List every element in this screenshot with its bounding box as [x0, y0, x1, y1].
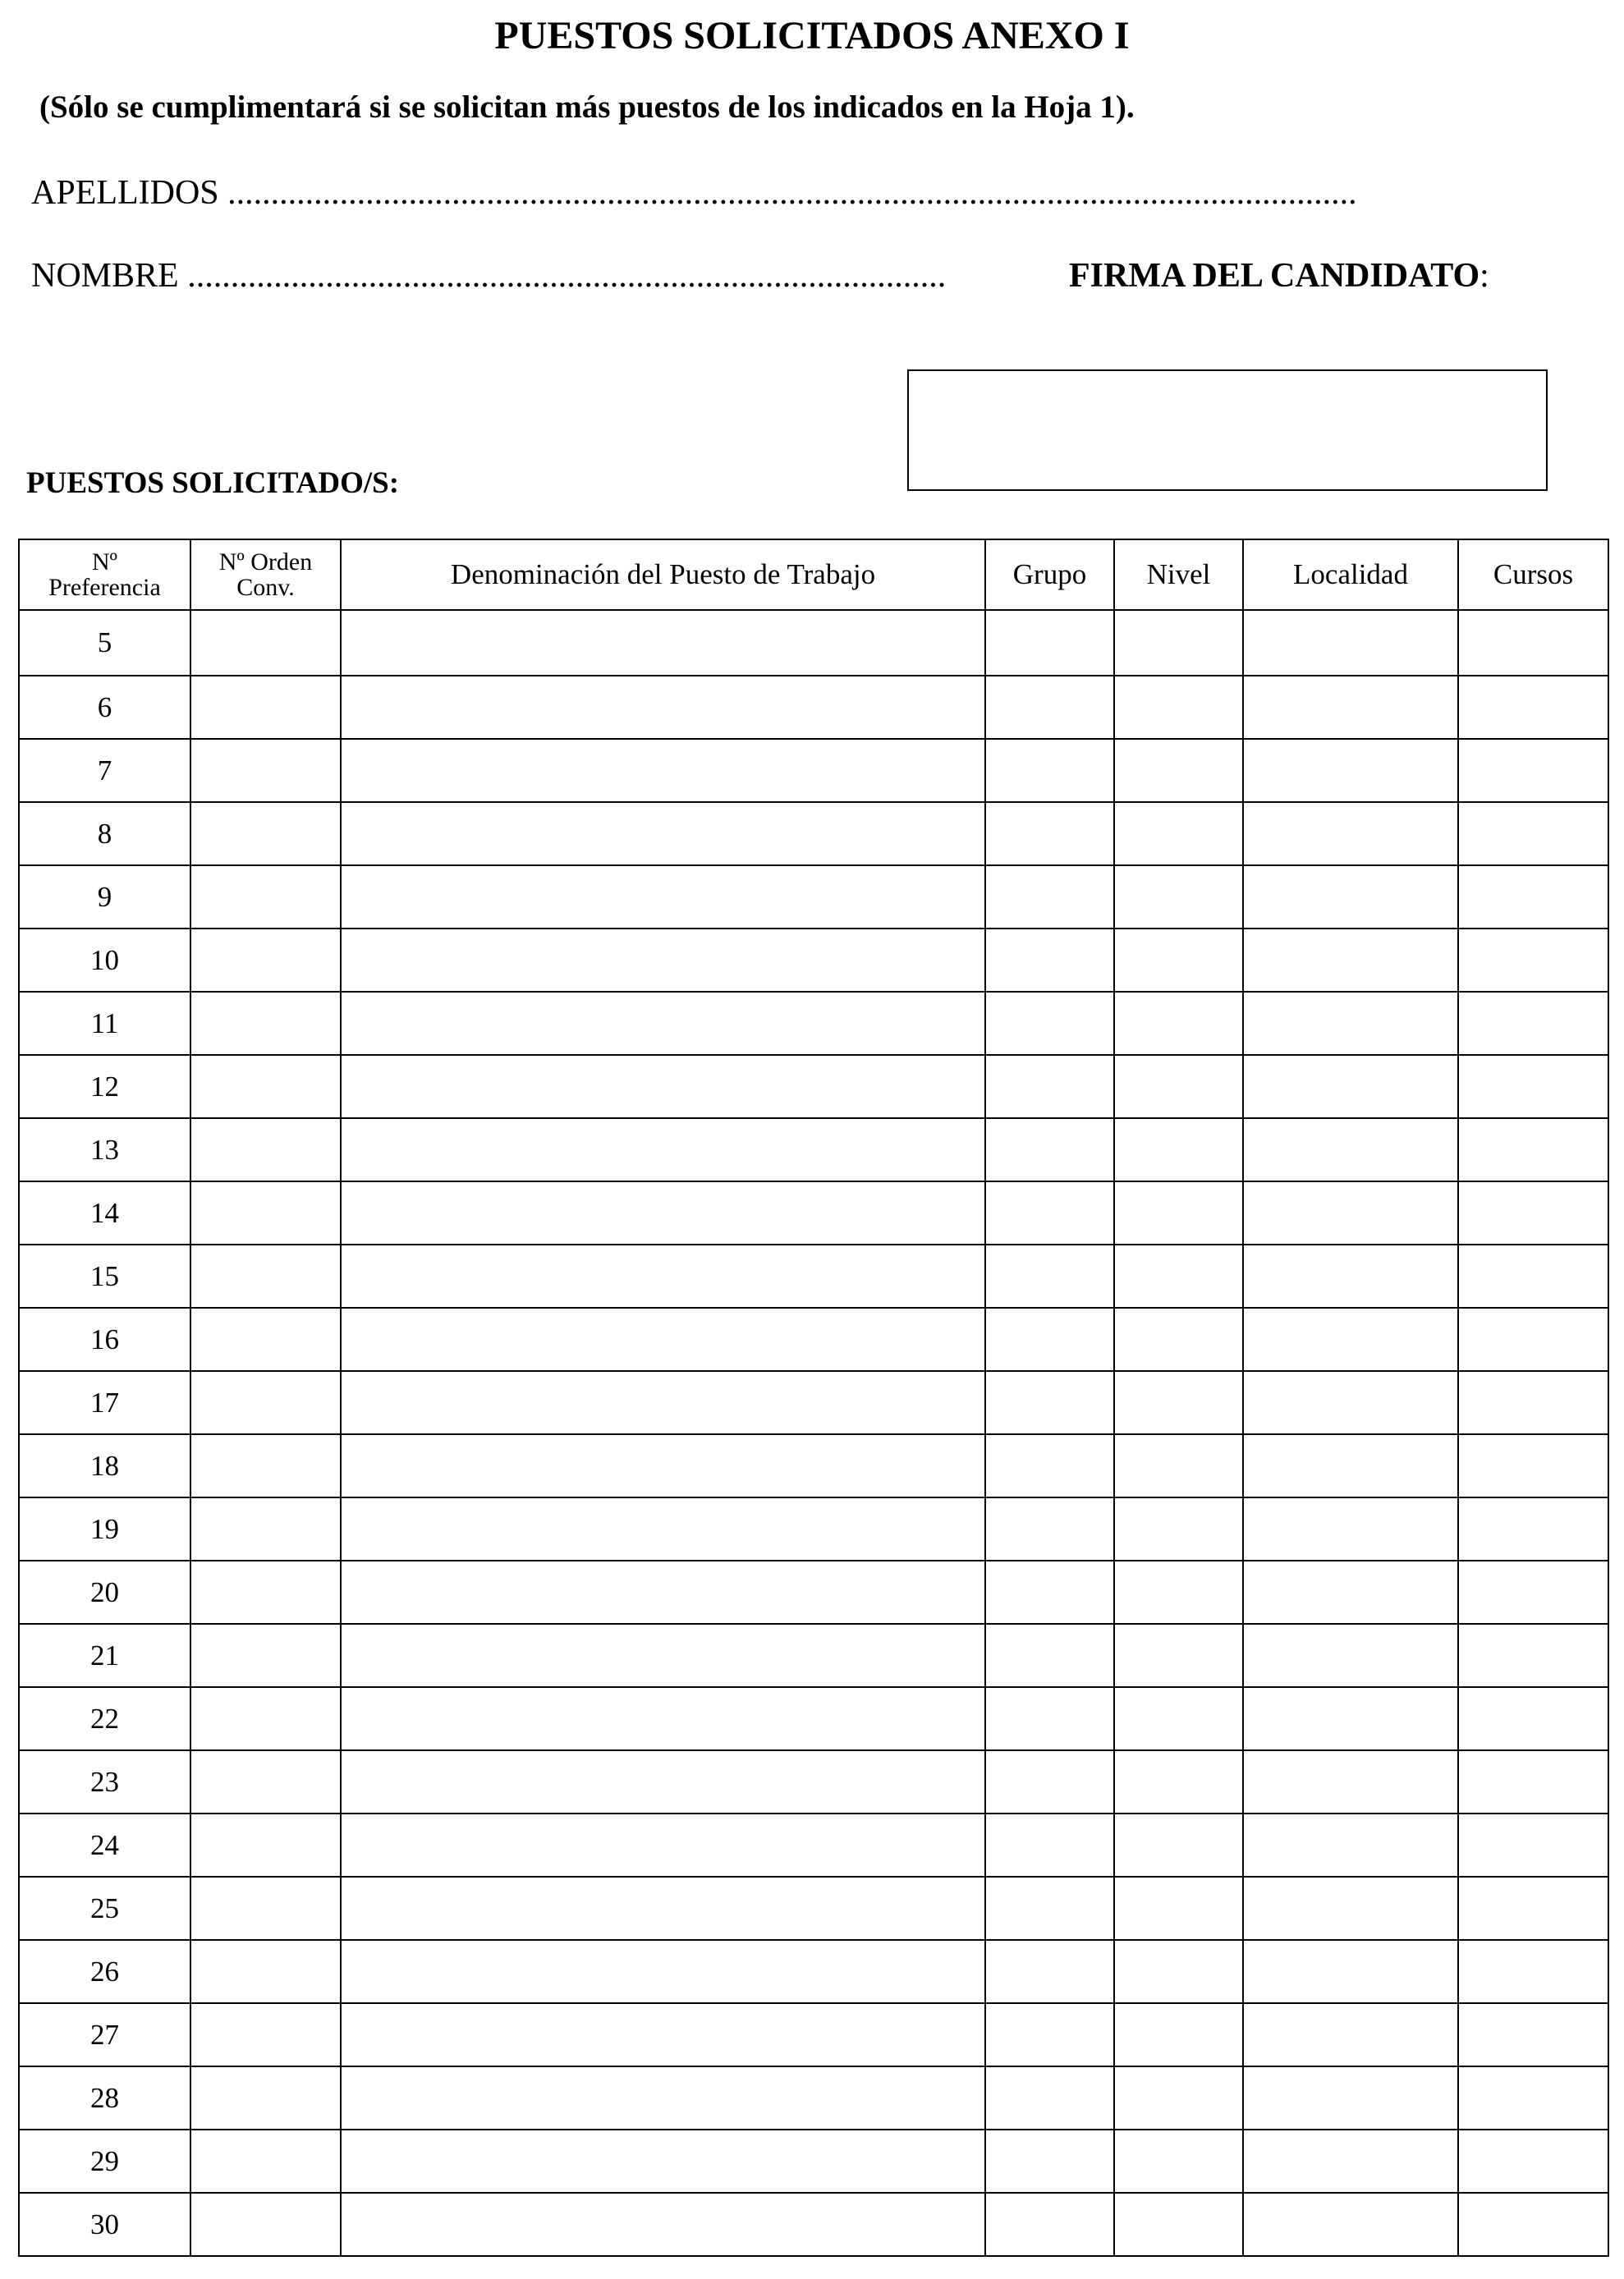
cell-denominacion[interactable] — [341, 1687, 985, 1750]
cell-localidad[interactable] — [1243, 1750, 1458, 1814]
cell-denominacion[interactable] — [341, 1814, 985, 1877]
cell-grupo[interactable] — [985, 1624, 1114, 1687]
preference-number: 7 — [19, 739, 190, 802]
cell-grupo[interactable] — [985, 865, 1114, 929]
cell-grupo[interactable] — [985, 1055, 1114, 1118]
cell-denominacion[interactable] — [341, 1750, 985, 1814]
cell-grupo[interactable] — [985, 1687, 1114, 1750]
nombre-field[interactable]: NOMBRE ........................................................................................ — [31, 257, 947, 295]
cell-orden[interactable] — [190, 1118, 341, 1181]
table-row — [19, 1750, 1608, 1814]
cell-nivel[interactable] — [1114, 1750, 1243, 1814]
cell-denominacion[interactable] — [341, 2066, 985, 2130]
firma-label-group — [1069, 253, 1489, 299]
preference-number: 30 — [19, 2193, 190, 2256]
table-row — [19, 1497, 1608, 1561]
header-nivel: Nivel — [1114, 539, 1243, 610]
table-row — [19, 992, 1608, 1055]
cell-cursos[interactable] — [1458, 1308, 1608, 1371]
cell-localidad[interactable] — [1243, 1055, 1458, 1118]
cell-grupo[interactable] — [985, 802, 1114, 865]
cell-nivel[interactable] — [1114, 676, 1243, 739]
table-row — [19, 2066, 1608, 2130]
cell-denominacion[interactable] — [341, 929, 985, 992]
cell-cursos[interactable] — [1458, 2193, 1608, 2256]
cell-denominacion[interactable] — [341, 2193, 985, 2256]
cell-orden[interactable] — [190, 676, 341, 739]
cell-orden[interactable] — [190, 2066, 341, 2130]
cell-localidad[interactable] — [1243, 1371, 1458, 1434]
cell-cursos[interactable] — [1458, 2003, 1608, 2066]
cell-orden[interactable] — [190, 1181, 341, 1245]
cell-orden[interactable] — [190, 1497, 341, 1561]
cell-orden[interactable] — [190, 802, 341, 865]
cell-localidad[interactable] — [1243, 2066, 1458, 2130]
preference-number: 24 — [19, 1814, 190, 1877]
cell-denominacion[interactable] — [341, 610, 985, 676]
preference-number: 17 — [19, 1371, 190, 1434]
table-row — [19, 1181, 1608, 1245]
table-row — [19, 610, 1608, 676]
cell-grupo[interactable] — [985, 2066, 1114, 2130]
cell-localidad[interactable] — [1243, 610, 1458, 676]
cell-denominacion[interactable] — [341, 1940, 985, 2003]
cell-orden[interactable] — [190, 1750, 341, 1814]
preference-number: 10 — [19, 929, 190, 992]
cell-nivel[interactable] — [1114, 1561, 1243, 1624]
cell-nivel[interactable] — [1114, 1308, 1243, 1371]
preference-number: 28 — [19, 2066, 190, 2130]
preference-number: 14 — [19, 1181, 190, 1245]
cell-denominacion[interactable] — [341, 992, 985, 1055]
cell-localidad[interactable] — [1243, 865, 1458, 929]
cell-orden[interactable] — [190, 1308, 341, 1371]
header-localidad: Localidad — [1243, 539, 1458, 610]
preference-number: 13 — [19, 1118, 190, 1181]
preference-number: 5 — [19, 610, 190, 676]
cell-orden[interactable] — [190, 1371, 341, 1434]
cell-cursos[interactable] — [1458, 1055, 1608, 1118]
cell-orden[interactable] — [190, 610, 341, 676]
cell-orden[interactable] — [190, 1814, 341, 1877]
cell-localidad[interactable] — [1243, 1624, 1458, 1687]
table-body — [19, 610, 1608, 2256]
cell-denominacion[interactable] — [341, 1055, 985, 1118]
header-grupo: Grupo — [985, 539, 1114, 610]
table-row — [19, 865, 1608, 929]
cell-localidad[interactable] — [1243, 2130, 1458, 2193]
header-preferencia-line1: Nº — [92, 548, 117, 575]
cell-localidad[interactable] — [1243, 1245, 1458, 1308]
cell-nivel[interactable] — [1114, 1434, 1243, 1497]
header-orden-conv — [190, 539, 341, 610]
cell-grupo[interactable] — [985, 1118, 1114, 1181]
cell-orden[interactable] — [190, 739, 341, 802]
cell-denominacion[interactable] — [341, 1434, 985, 1497]
cell-nivel[interactable] — [1114, 739, 1243, 802]
cell-denominacion[interactable] — [341, 1245, 985, 1308]
cell-orden[interactable] — [190, 1877, 341, 1940]
cell-grupo[interactable] — [985, 1814, 1114, 1877]
cell-grupo[interactable] — [985, 929, 1114, 992]
preference-number: 25 — [19, 1877, 190, 1940]
cell-cursos[interactable] — [1458, 802, 1608, 865]
preference-number: 11 — [19, 992, 190, 1055]
cell-nivel[interactable] — [1114, 1940, 1243, 2003]
signature-box[interactable] — [907, 369, 1548, 491]
cell-nivel[interactable] — [1114, 1181, 1243, 1245]
cell-nivel[interactable] — [1114, 1497, 1243, 1561]
cell-localidad[interactable] — [1243, 1118, 1458, 1181]
table-row — [19, 1371, 1608, 1434]
cell-grupo[interactable] — [985, 1497, 1114, 1561]
table-row — [19, 1940, 1608, 2003]
table-row — [19, 929, 1608, 992]
cell-grupo[interactable] — [985, 739, 1114, 802]
cell-localidad[interactable] — [1243, 1181, 1458, 1245]
cell-grupo[interactable] — [985, 1750, 1114, 1814]
table-row — [19, 2130, 1608, 2193]
cell-orden[interactable] — [190, 1245, 341, 1308]
preference-number: 12 — [19, 1055, 190, 1118]
preference-number: 26 — [19, 1940, 190, 2003]
header-preferencia-line2: Preferencia — [48, 574, 161, 601]
preference-number: 15 — [19, 1245, 190, 1308]
cell-grupo[interactable] — [985, 1877, 1114, 1940]
cell-orden[interactable] — [190, 1055, 341, 1118]
instructions-note: (Sólo se cumplimentará si se solicitan más puestos de los indicados en la Hoja 1). — [39, 89, 1135, 125]
cell-localidad[interactable] — [1243, 1497, 1458, 1561]
cell-localidad[interactable] — [1243, 1814, 1458, 1877]
firma-label: FIRMA DEL CANDIDATO — [1069, 257, 1480, 295]
preference-number: 20 — [19, 1561, 190, 1624]
cell-localidad[interactable] — [1243, 1434, 1458, 1497]
cell-nivel[interactable] — [1114, 1814, 1243, 1877]
section-label: PUESTOS SOLICITADO/S: — [26, 466, 400, 500]
header-cursos: Cursos — [1458, 539, 1608, 610]
preference-number: 8 — [19, 802, 190, 865]
cell-orden[interactable] — [190, 1434, 341, 1497]
cell-nivel[interactable] — [1114, 929, 1243, 992]
preference-number: 19 — [19, 1497, 190, 1561]
cell-denominacion[interactable] — [341, 1371, 985, 1434]
cell-grupo[interactable] — [985, 610, 1114, 676]
cell-nivel[interactable] — [1114, 1687, 1243, 1750]
table-row — [19, 1245, 1608, 1308]
cell-orden[interactable] — [190, 992, 341, 1055]
cell-cursos[interactable] — [1458, 1940, 1608, 2003]
cell-cursos[interactable] — [1458, 2066, 1608, 2130]
cell-cursos[interactable] — [1458, 610, 1608, 676]
cell-denominacion[interactable] — [341, 2003, 985, 2066]
cell-grupo[interactable] — [985, 1245, 1114, 1308]
cell-orden[interactable] — [190, 2003, 341, 2066]
cell-cursos[interactable] — [1458, 865, 1608, 929]
cell-grupo[interactable] — [985, 2003, 1114, 2066]
cell-denominacion[interactable] — [341, 1308, 985, 1371]
cell-localidad[interactable] — [1243, 676, 1458, 739]
table-row — [19, 1687, 1608, 1750]
table-header-row — [19, 539, 1608, 610]
cell-cursos[interactable] — [1458, 2130, 1608, 2193]
cell-denominacion[interactable] — [341, 865, 985, 929]
cell-cursos[interactable] — [1458, 1877, 1608, 1940]
table-row — [19, 1814, 1608, 1877]
table-row — [19, 1308, 1608, 1371]
cell-nivel[interactable] — [1114, 610, 1243, 676]
cell-localidad[interactable] — [1243, 2003, 1458, 2066]
cell-orden[interactable] — [190, 1561, 341, 1624]
table-row — [19, 1877, 1608, 1940]
table-row — [19, 1055, 1608, 1118]
header-denominacion: Denominación del Puesto de Trabajo — [341, 539, 985, 610]
preference-number: 16 — [19, 1308, 190, 1371]
cell-nivel[interactable] — [1114, 802, 1243, 865]
cell-orden[interactable] — [190, 1687, 341, 1750]
cell-cursos[interactable] — [1458, 1687, 1608, 1750]
cell-localidad[interactable] — [1243, 1877, 1458, 1940]
cell-nivel[interactable] — [1114, 992, 1243, 1055]
cell-orden[interactable] — [190, 865, 341, 929]
preference-number: 6 — [19, 676, 190, 739]
table-row — [19, 802, 1608, 865]
cell-cursos[interactable] — [1458, 1371, 1608, 1434]
cell-nivel[interactable] — [1114, 1624, 1243, 1687]
cell-cursos[interactable] — [1458, 1245, 1608, 1308]
cell-grupo[interactable] — [985, 2130, 1114, 2193]
cell-grupo[interactable] — [985, 1181, 1114, 1245]
cell-localidad[interactable] — [1243, 1308, 1458, 1371]
apellidos-field[interactable]: APELLIDOS ................................................................................................................................... — [31, 174, 1357, 212]
cell-nivel[interactable] — [1114, 2193, 1243, 2256]
cell-nivel[interactable] — [1114, 2003, 1243, 2066]
table-row — [19, 2193, 1608, 2256]
cell-cursos[interactable] — [1458, 929, 1608, 992]
cell-grupo[interactable] — [985, 1940, 1114, 2003]
table-row — [19, 676, 1608, 739]
cell-grupo[interactable] — [985, 1434, 1114, 1497]
table-row — [19, 2003, 1608, 2066]
table-row — [19, 1118, 1608, 1181]
preference-number: 29 — [19, 2130, 190, 2193]
page-title: PUESTOS SOLICITADOS ANEXO I — [494, 14, 1130, 57]
cell-cursos[interactable] — [1458, 1814, 1608, 1877]
cell-grupo[interactable] — [985, 676, 1114, 739]
cell-grupo[interactable] — [985, 1371, 1114, 1434]
cell-nivel[interactable] — [1114, 865, 1243, 929]
cell-grupo[interactable] — [985, 992, 1114, 1055]
header-orden-line1: Nº Orden — [218, 548, 313, 575]
cell-denominacion[interactable] — [341, 1118, 985, 1181]
cell-localidad[interactable] — [1243, 1561, 1458, 1624]
cell-nivel[interactable] — [1114, 1371, 1243, 1434]
cell-nivel[interactable] — [1114, 1118, 1243, 1181]
cell-denominacion[interactable] — [341, 1624, 985, 1687]
preference-number: 21 — [19, 1624, 190, 1687]
cell-cursos[interactable] — [1458, 1181, 1608, 1245]
cell-grupo[interactable] — [985, 1561, 1114, 1624]
cell-grupo[interactable] — [985, 1308, 1114, 1371]
cell-nivel[interactable] — [1114, 1245, 1243, 1308]
cell-cursos[interactable] — [1458, 1118, 1608, 1181]
cell-localidad[interactable] — [1243, 1687, 1458, 1750]
table-row — [19, 1434, 1608, 1497]
preference-number: 18 — [19, 1434, 190, 1497]
cell-denominacion[interactable] — [341, 1561, 985, 1624]
preference-number: 22 — [19, 1687, 190, 1750]
cell-cursos[interactable] — [1458, 676, 1608, 739]
cell-cursos[interactable] — [1458, 992, 1608, 1055]
cell-nivel[interactable] — [1114, 2130, 1243, 2193]
cell-orden[interactable] — [190, 929, 341, 992]
cell-cursos[interactable] — [1458, 739, 1608, 802]
preference-number: 9 — [19, 865, 190, 929]
cell-nivel[interactable] — [1114, 2066, 1243, 2130]
cell-nivel[interactable] — [1114, 1877, 1243, 1940]
positions-table — [18, 539, 1609, 2257]
preference-number: 23 — [19, 1750, 190, 1814]
cell-denominacion[interactable] — [341, 2130, 985, 2193]
cell-orden[interactable] — [190, 1940, 341, 2003]
cell-grupo[interactable] — [985, 2193, 1114, 2256]
cell-cursos[interactable] — [1458, 1624, 1608, 1687]
cell-orden[interactable] — [190, 2130, 341, 2193]
cell-denominacion[interactable] — [341, 1181, 985, 1245]
cell-localidad[interactable] — [1243, 929, 1458, 992]
table-row — [19, 1624, 1608, 1687]
table-row — [19, 1561, 1608, 1624]
cell-denominacion[interactable] — [341, 739, 985, 802]
cell-nivel[interactable] — [1114, 1055, 1243, 1118]
cell-orden[interactable] — [190, 2193, 341, 2256]
cell-localidad[interactable] — [1243, 802, 1458, 865]
cell-localidad[interactable] — [1243, 1940, 1458, 2003]
preference-number: 27 — [19, 2003, 190, 2066]
cell-orden[interactable] — [190, 1624, 341, 1687]
cell-localidad[interactable] — [1243, 992, 1458, 1055]
cell-denominacion[interactable] — [341, 802, 985, 865]
header-preferencia — [19, 539, 190, 610]
cell-denominacion[interactable] — [341, 676, 985, 739]
cell-cursos[interactable] — [1458, 1561, 1608, 1624]
cell-cursos[interactable] — [1458, 1497, 1608, 1561]
cell-cursos[interactable] — [1458, 1434, 1608, 1497]
table-row — [19, 739, 1608, 802]
cell-denominacion[interactable] — [341, 1497, 985, 1561]
firma-colon: : — [1479, 257, 1489, 295]
cell-localidad[interactable] — [1243, 2193, 1458, 2256]
cell-localidad[interactable] — [1243, 739, 1458, 802]
header-orden-line2: Conv. — [236, 574, 295, 601]
cell-cursos[interactable] — [1458, 1750, 1608, 1814]
cell-denominacion[interactable] — [341, 1877, 985, 1940]
